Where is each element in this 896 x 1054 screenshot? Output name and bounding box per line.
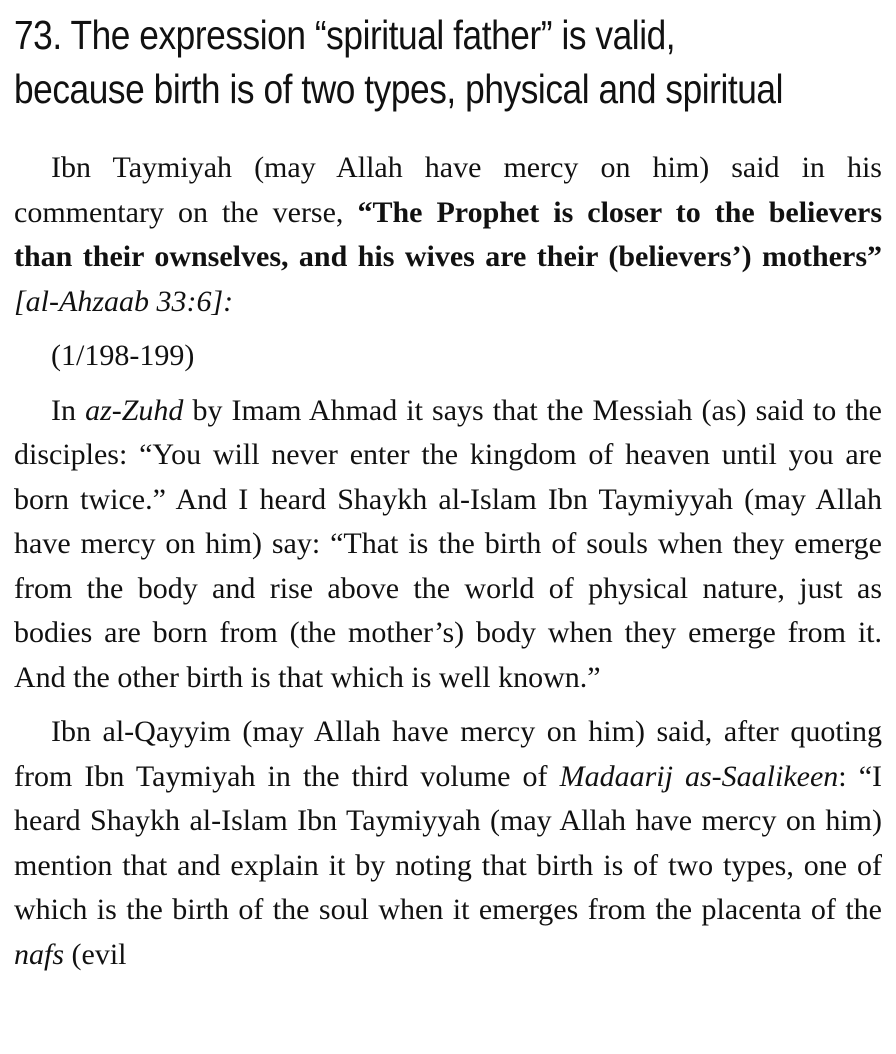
paragraph-reference	[14, 334, 882, 379]
qayyim-tail: (evil	[64, 937, 127, 971]
heading-line-2: because birth is of two types, physical and spiritual	[14, 66, 784, 112]
section-heading	[14, 8, 882, 116]
nafs-term: nafs	[14, 937, 65, 971]
body-text	[14, 146, 882, 977]
paragraph-commentary	[14, 146, 882, 324]
zuhd-in: In	[51, 393, 86, 427]
madaarij-title: Madaarij as-Saalikeen	[559, 759, 839, 793]
qayyim-lead: Ibn al-Qayyim (may Allah have mercy on him) said, after quoting from Ibn Taymiyah in the third volume of	[14, 715, 882, 793]
zuhd-body: by Imam Ahmad it says that the Messiah (as) said to the disciples: “You will never enter the kingdom of heaven until you are born twice.” And I heard Shaykh al-Islam Ibn Taymiyyah (may Allah have mercy on him) say: “That is the birth of souls when they emerge from the body and rise above the world of physical nature, just as bodies are born from (the mother’s) body when they emerge from it. And the other birth is that which is well known.”	[14, 393, 882, 694]
verse-citation: [al-Ahzaab 33:6]:	[14, 284, 234, 318]
verse-quote: “The Prophet is closer to the believers than their ownselves, and his wives are their (believers’) mothers”	[14, 195, 883, 273]
zuhd-title: az-Zuhd	[85, 393, 184, 427]
reference-text: (1/198-199)	[51, 339, 195, 372]
heading-line-1: 73. The expression “spiritual father” is valid,	[14, 12, 676, 58]
document-page	[14, 0, 882, 987]
qayyim-mid: : “I heard Shaykh al-Islam Ibn Taymiyyah (may Allah have mercy on him) mention that and explain it by noting that birth is of two types, one of which is the birth of the soul when it emerges from the placenta of the	[14, 759, 883, 926]
commentary-lead: Ibn Taymiyah (may Allah have mercy on him) said in his commentary on the verse,	[14, 151, 882, 229]
paragraph-ibn-al-qayyim	[14, 710, 882, 977]
paragraph-zuhd	[14, 389, 882, 701]
